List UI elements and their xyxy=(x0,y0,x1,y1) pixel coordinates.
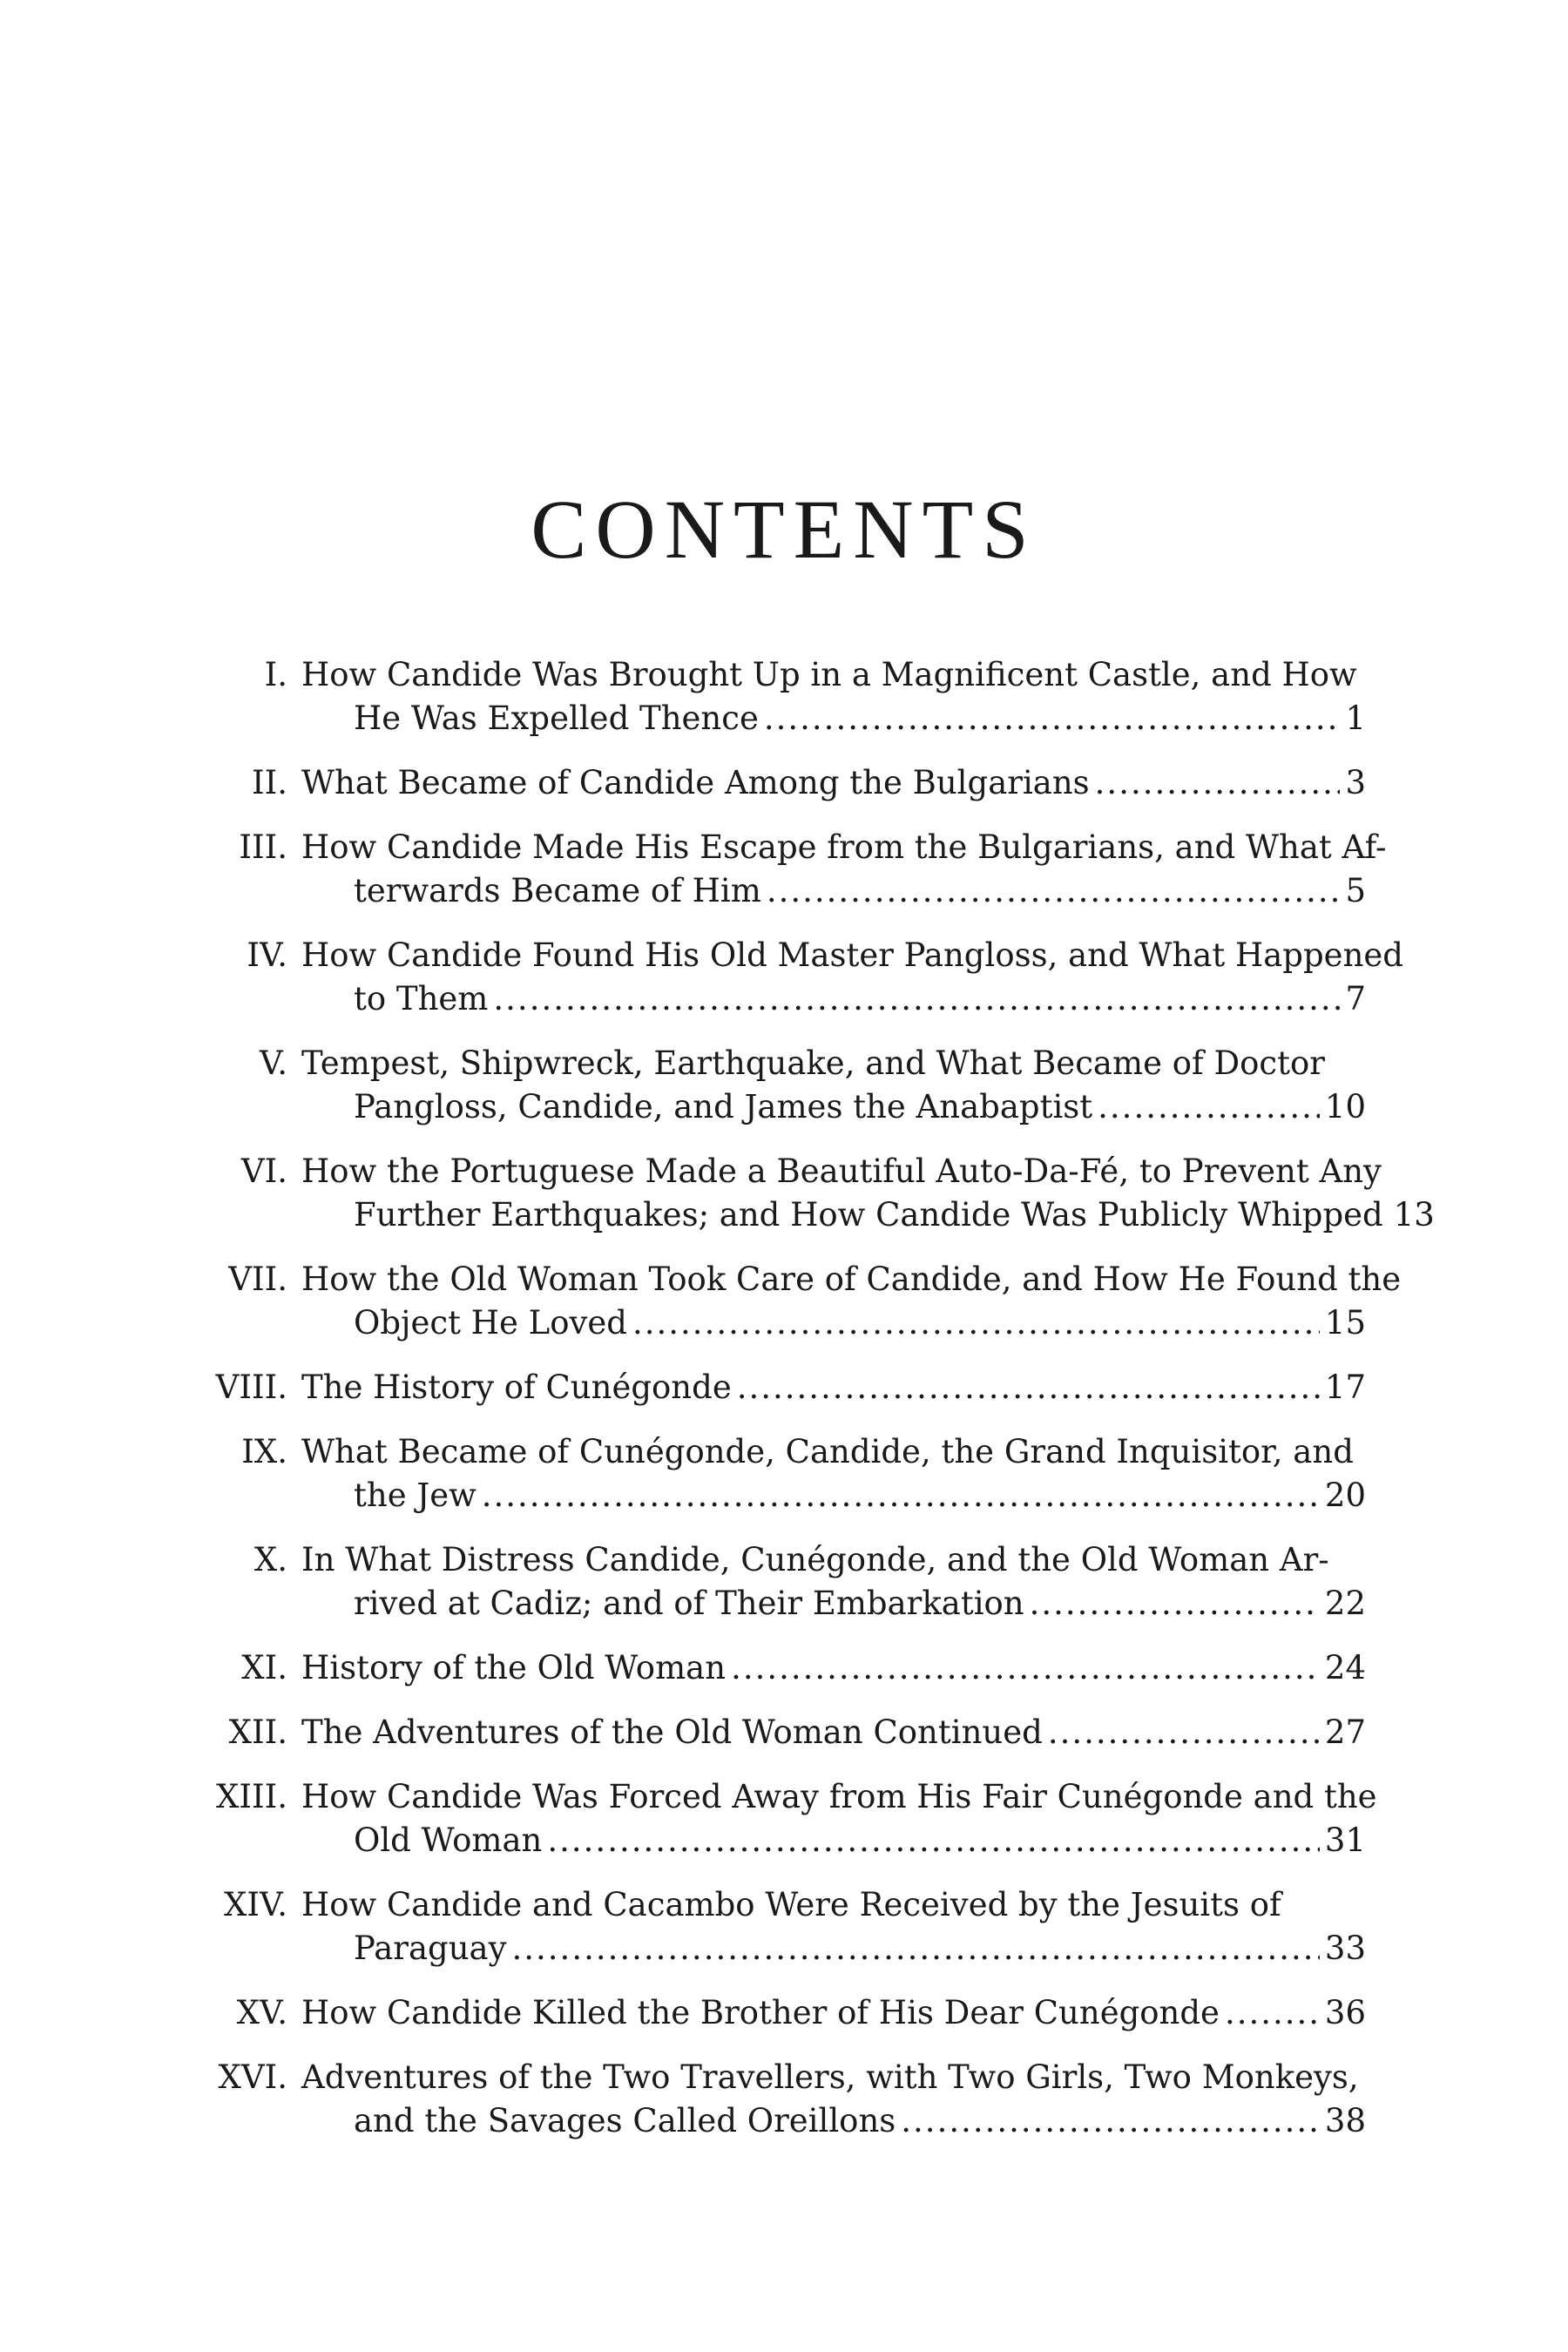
dot-leader xyxy=(764,697,1341,740)
page-number: 33 xyxy=(1324,1930,1366,1967)
chapter-title-final-line xyxy=(354,1474,1366,1517)
chapter-title-text: Further Earthquakes; and How Candide Was Publicly Whipped xyxy=(354,1196,1383,1233)
chapter-number: I. xyxy=(264,656,287,693)
chapter-title-text: to Them xyxy=(354,980,489,1017)
chapter-number: X. xyxy=(253,1541,287,1578)
chapter-title-final-line xyxy=(301,1646,1366,1690)
page-number: 20 xyxy=(1324,1477,1366,1514)
chapter-title-text: Pangloss, Candide, and James the Anabaptist xyxy=(354,1088,1093,1125)
chapter-number: XVI. xyxy=(218,2058,287,2096)
chapter-title-line: How the Old Woman Took Care of Candide, and How He Found the xyxy=(301,1260,1402,1298)
dot-leader xyxy=(767,869,1341,913)
chapter-title-final-line xyxy=(301,1366,1366,1409)
chapter-title-final-line xyxy=(354,2099,1366,2143)
chapter-title-text: How Candide Killed the Brother of His Dear Cunégonde xyxy=(301,1994,1220,2031)
chapter-number: III. xyxy=(239,828,287,866)
chapter-number: IV. xyxy=(247,936,287,974)
chapter-title-final-line xyxy=(354,977,1366,1021)
toc-entry[interactable] xyxy=(0,826,1568,913)
chapter-title-final-line xyxy=(301,1711,1366,1754)
chapter-title-text: He Was Expelled Thence xyxy=(354,700,759,737)
chapter-number: XII. xyxy=(228,1713,287,1751)
chapter-title-final-line xyxy=(354,1085,1366,1129)
page-number: 10 xyxy=(1324,1088,1366,1125)
dot-leader xyxy=(737,1366,1320,1409)
page-number: 17 xyxy=(1324,1369,1366,1406)
toc-entry[interactable] xyxy=(0,653,1568,740)
toc-entry[interactable] xyxy=(0,934,1568,1021)
page-number: 36 xyxy=(1324,1994,1366,2031)
chapter-title-text: History of the Old Woman xyxy=(301,1649,727,1686)
chapter-title-final-line xyxy=(301,1991,1366,2035)
dot-leader xyxy=(482,1474,1320,1517)
dot-leader xyxy=(1098,1085,1320,1129)
toc-entry[interactable] xyxy=(0,2056,1568,2143)
chapter-title-line: How Candide Was Forced Away from His Fair Cunégonde and the xyxy=(301,1778,1377,1815)
chapter-number: XV. xyxy=(236,1994,287,2031)
chapter-title-line: How Candide Made His Escape from the Bulgarians, and What Af- xyxy=(301,828,1387,866)
chapter-title-line: How Candide and Cacambo Were Received by the Jesuits of xyxy=(301,1886,1281,1923)
chapter-title-text: Paraguay xyxy=(354,1930,507,1967)
toc-entry[interactable] xyxy=(0,1991,1568,2035)
chapter-title-text: The Adventures of the Old Woman Continued xyxy=(301,1713,1043,1751)
chapter-title-line: Adventures of the Two Travellers, with Two Girls, Two Monkeys, xyxy=(301,2058,1359,2096)
toc-entry[interactable] xyxy=(0,1538,1568,1625)
dot-leader xyxy=(547,1819,1320,1862)
chapter-title-final-line xyxy=(301,761,1366,805)
toc-entry[interactable] xyxy=(0,1711,1568,1754)
chapter-title-line: How Candide Was Brought Up in a Magnificent Castle, and How xyxy=(301,656,1357,693)
page-number: 15 xyxy=(1324,1304,1366,1342)
page-number: 24 xyxy=(1324,1649,1366,1686)
toc-entry[interactable] xyxy=(0,1366,1568,1409)
chapter-title-final-line xyxy=(354,1193,1435,1237)
chapter-title-text: The History of Cunégonde xyxy=(301,1369,732,1406)
dot-leader xyxy=(901,2099,1320,2143)
chapter-title-final-line xyxy=(354,869,1366,913)
chapter-title-line: What Became of Cunégonde, Candide, the Grand Inquisitor, and xyxy=(301,1433,1354,1470)
chapter-title-text: What Became of Candide Among the Bulgarians xyxy=(301,764,1090,801)
page-number: 5 xyxy=(1345,872,1366,909)
chapter-title-text: and the Savages Called Oreillons xyxy=(354,2102,896,2139)
chapter-number: V. xyxy=(259,1044,287,1082)
toc-entry[interactable] xyxy=(0,1775,1568,1862)
chapter-number: VI. xyxy=(240,1152,287,1190)
page-number: 13 xyxy=(1393,1196,1435,1233)
chapter-number: II. xyxy=(252,764,287,801)
chapter-title-line: Tempest, Shipwreck, Earthquake, and What Became of Doctor xyxy=(301,1044,1325,1082)
page-number: 3 xyxy=(1345,764,1366,801)
toc-entry[interactable] xyxy=(0,1042,1568,1129)
chapter-number: IX. xyxy=(241,1433,287,1470)
page-title: CONTENTS xyxy=(531,483,1037,576)
toc-entry[interactable] xyxy=(0,1258,1568,1345)
chapter-title-text: Old Woman xyxy=(354,1821,543,1859)
page-number: 38 xyxy=(1324,2102,1366,2139)
dot-leader xyxy=(512,1927,1320,1970)
page-number: 22 xyxy=(1324,1585,1366,1622)
page-number: 31 xyxy=(1324,1821,1366,1859)
page-number: 27 xyxy=(1324,1713,1366,1751)
chapter-title-final-line xyxy=(354,1301,1366,1345)
chapter-number: VIII. xyxy=(215,1369,287,1406)
toc-entry[interactable] xyxy=(0,1150,1568,1237)
dot-leader xyxy=(731,1646,1320,1690)
toc-entry[interactable] xyxy=(0,761,1568,805)
table-of-contents xyxy=(0,653,1568,2164)
chapter-title-final-line xyxy=(354,1819,1366,1862)
dot-leader xyxy=(1048,1711,1320,1754)
chapter-number: VII. xyxy=(228,1260,287,1298)
chapter-number: XI. xyxy=(241,1649,287,1686)
dot-leader xyxy=(493,977,1340,1021)
chapter-title-final-line xyxy=(354,1927,1366,1970)
chapter-title-text: rived at Cadiz; and of Their Embarkation xyxy=(354,1585,1024,1622)
chapter-title-final-line xyxy=(354,697,1366,740)
chapter-title-text: terwards Became of Him xyxy=(354,872,761,909)
chapter-title-final-line xyxy=(354,1582,1366,1625)
chapter-title-line: How Candide Found His Old Master Pangloss, and What Happened xyxy=(301,936,1403,974)
page-number: 7 xyxy=(1345,980,1366,1017)
toc-entry[interactable] xyxy=(0,1646,1568,1690)
dot-leader xyxy=(1095,761,1341,805)
dot-leader xyxy=(1225,1991,1320,2035)
toc-entry[interactable] xyxy=(0,1883,1568,1970)
chapter-title-line: In What Distress Candide, Cunégonde, and the Old Woman Ar- xyxy=(301,1541,1329,1578)
dot-leader xyxy=(1030,1582,1320,1625)
toc-entry[interactable] xyxy=(0,1430,1568,1517)
chapter-number: XIV. xyxy=(224,1886,287,1923)
chapter-title-text: the Jew xyxy=(354,1477,476,1514)
chapter-title-line: How the Portuguese Made a Beautiful Auto-Da-Fé, to Prevent Any xyxy=(301,1152,1382,1190)
chapter-title-text: Object He Loved xyxy=(354,1304,627,1342)
dot-leader xyxy=(632,1301,1320,1345)
chapter-number: XIII. xyxy=(216,1778,287,1815)
page-number: 1 xyxy=(1345,700,1366,737)
